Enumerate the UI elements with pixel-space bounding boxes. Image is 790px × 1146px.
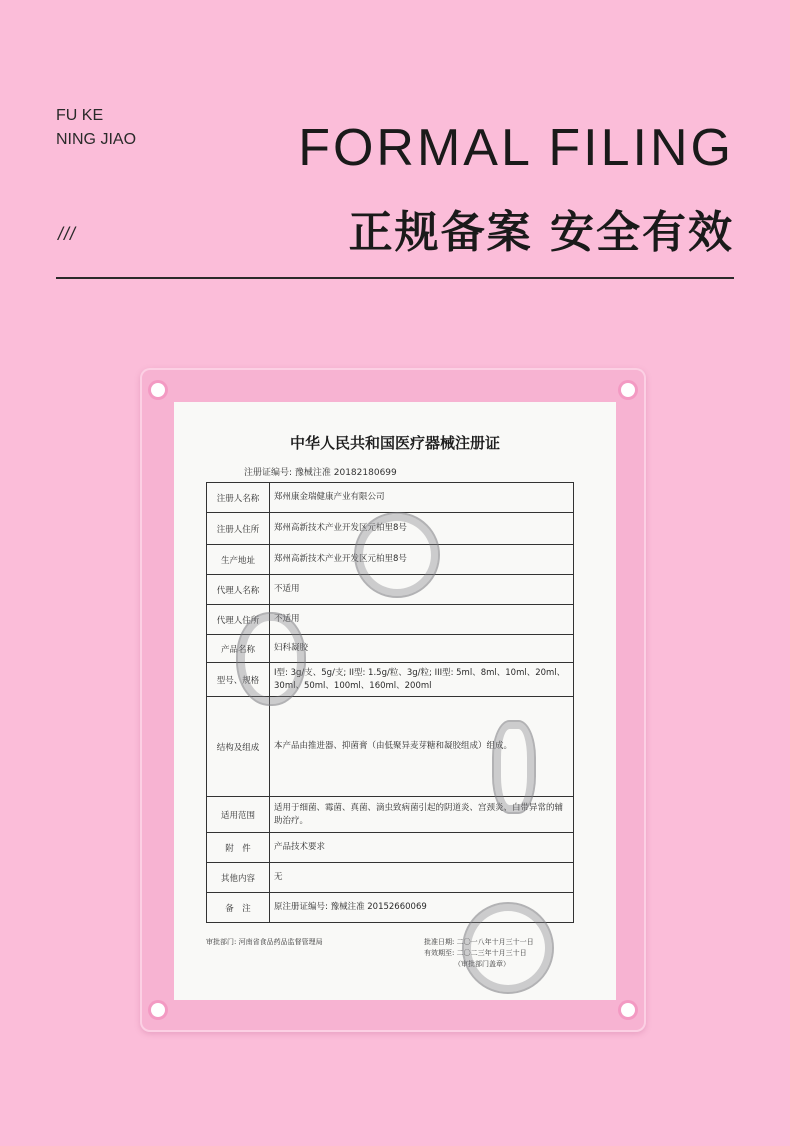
row-key: 注册人名称 xyxy=(207,483,270,513)
row-key: 其他内容 xyxy=(207,863,270,893)
row-value: 本产品由推进器、抑菌膏（由低聚异麦芽糖和凝胶组成）组成。 xyxy=(270,697,574,797)
table-row xyxy=(207,833,574,863)
registration-number: 注册证编号: 豫械注准 20182180699 xyxy=(244,468,397,478)
valid-until: 有效期至: 二〇二三年十月三十日 xyxy=(424,949,527,957)
row-value: 郑州高新技术产业开发区元柏里8号 xyxy=(270,545,574,575)
brand-line-1: FU KE xyxy=(56,107,104,124)
frame-hole-icon xyxy=(621,1003,635,1017)
row-value: 原注册证编号: 豫械注准 20152660069 xyxy=(270,893,574,923)
frame-hole-icon xyxy=(621,383,635,397)
row-value: 无 xyxy=(270,863,574,893)
seal-stamp-icon xyxy=(462,902,554,994)
seal-stamp-icon xyxy=(236,612,306,706)
row-value: 不适用 xyxy=(270,605,574,635)
table-row xyxy=(207,863,574,893)
row-value: 适用于细菌、霉菌、真菌、滴虫致病菌引起的阴道炎、宫颈炎、白带异常的辅助治疗。 xyxy=(270,797,574,833)
row-key: 产品名称 xyxy=(207,635,270,663)
title-english: FORMAL FILING xyxy=(298,119,734,177)
row-value: 妇科凝胶 xyxy=(270,635,574,663)
row-value: 郑州康金瑞健康产业有限公司 xyxy=(270,483,574,513)
brand-name xyxy=(56,104,136,152)
row-value: 产品技术要求 xyxy=(270,833,574,863)
row-value: I型: 3g/支、5g/支; II型: 1.5g/粒、3g/粒; III型: 5ml、8ml、10ml、20ml、30ml、50ml、100ml、160ml、200ml xyxy=(270,663,574,697)
table-row xyxy=(207,483,574,513)
row-key: 代理人名称 xyxy=(207,575,270,605)
title-chinese: 正规备案 安全有效 xyxy=(348,207,734,258)
header-divider xyxy=(56,277,734,279)
row-key: 注册人住所 xyxy=(207,513,270,545)
seal-stamp-icon xyxy=(354,512,440,598)
brand-line-2: NING JIAO xyxy=(56,131,137,148)
certificate-title: 中华人民共和国医疗器械注册证 xyxy=(289,434,500,452)
approval-date: 批准日期: 二〇一八年十月三十一日 xyxy=(424,938,534,946)
seal-note: （审批部门盖章） xyxy=(454,960,510,968)
row-value: 郑州高新技术产业开发区元柏里8号 xyxy=(270,513,574,545)
row-key: 代理人住所 xyxy=(207,605,270,635)
row-key: 备 注 xyxy=(207,893,270,923)
row-key: 附 件 xyxy=(207,833,270,863)
certificate-document xyxy=(174,402,616,1000)
frame-hole-icon xyxy=(151,383,165,397)
row-key: 适用范围 xyxy=(207,797,270,833)
seal-stamp-icon xyxy=(492,720,536,814)
row-key: 型号、规格 xyxy=(207,663,270,697)
row-key: 结构及组成 xyxy=(207,697,270,797)
approver: 审批部门: 河南省食品药品监督管理局 xyxy=(206,938,323,946)
row-key: 生产地址 xyxy=(207,545,270,575)
frame-hole-icon xyxy=(151,1003,165,1017)
decorative-slashes: /// xyxy=(58,224,77,244)
row-value: 不适用 xyxy=(270,575,574,605)
